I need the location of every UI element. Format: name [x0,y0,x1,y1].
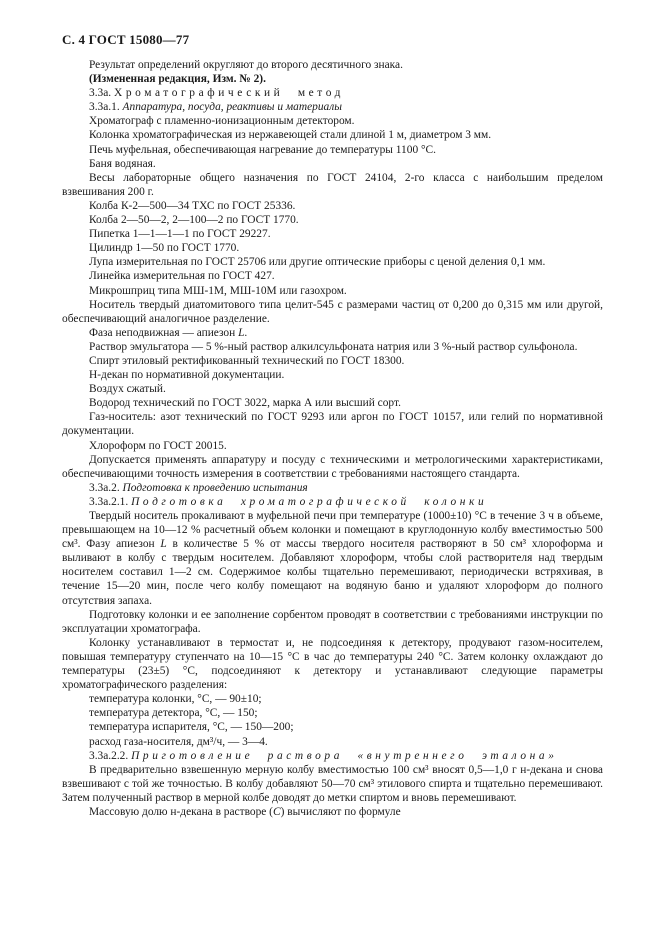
paragraph: Результат определений округляют до второго десятичного знака. [89,59,403,71]
list-item: Баня водяная. [89,157,156,170]
parameter-item: температура колонки, °С, — 90±10; [89,693,262,706]
parameter-item: температура детектора, °С, — 150; [89,707,258,720]
text-run: Массовую долю н-декана в растворе ( [89,805,273,818]
list-item: Колонка хроматографическая из нержавеющей стали длиной 1 м, диаметром 3 мм. [89,129,492,142]
paragraph: Подготовку колонки и ее заполнение сорбентом проводят в соответствии с требованиями инструкции по эксплуатации хроматографа. [62,608,603,635]
list-item: Линейка измерительная по ГОСТ 427. [89,270,275,283]
text-run: Фаза неподвижная — апиезон [89,326,239,339]
list-item: Пипетка 1—1—1—1 по ГОСТ 29227. [89,228,271,241]
list-item: Цилиндр 1—50 по ГОСТ 1770. [89,242,240,255]
subsection-heading [62,749,603,763]
subsection-heading [62,481,603,495]
document-body [62,58,603,819]
text-run: в количестве 5 % от массы твердого носителя растворяют в 50 см³ хлороформа и выливают в колбу с твердым носителем. Добавляют хлороформ, чтобы слой растворителя над твердым носителем составил 1—2 см. Содержимое колбы тщательно перемешивают, периодически встряхивая, в течение 15—20 мин, после чего колбу помещают на водяную баню и удаляют хлороформ до полного отсутствия запаха. [62,538,603,607]
subsection-heading [62,495,603,509]
paragraph [62,509,603,608]
text-run: Твердый носитель прокаливают в муфельной печи при температуре (1000±10) °С в течение 3 ч в объеме, превышающем на 10—12 % расчетный объем колонки и помещают в круглодонную колбу вместимостью 500 см³. Фазу апиезон [62,510,603,551]
amendment-note: (Измененная редакция, Изм. № 2). [89,73,266,86]
subsection-number: 3.3а.1. [89,101,120,114]
list-item: Н-декан по нормативной документации. [89,369,285,382]
list-item: Лупа измерительная по ГОСТ 25706 или другие оптические приборы с ценой деления 0,1 мм. [89,256,546,269]
paragraph: Допускается применять аппаратуру и посуду с техническими и метрологическими характеристиками, обеспечивающими точность измерения в соответствии с требованиями настоящего стандарта. [62,453,603,480]
text-run: ) вычисляют по формуле [280,805,401,818]
subsection-number: 3.3а.2.1. [89,495,129,508]
subsection-title: Подготовка к проведению испытания [122,481,308,494]
paragraph [62,805,603,819]
section-heading [62,86,603,100]
subsection-heading [62,100,603,114]
subsection-number: 3.3а.2.2. [89,749,129,762]
paragraph: В предварительно взвешенную мерную колбу вместимостью 100 см³ вносят 0,5—1,0 г н-декана и снова взвешивают с той же точностью. В колбу добавляют 50—70 см³ этилового спирта и тщательно перемешивают. Затем полученный раствор в мерной колбе доводят до метки спиртом и вновь перемешивают. [62,763,603,804]
parameter-item: расход газа-носителя, дм³/ч, — 3—4. [89,735,268,748]
section-title: Хроматографический метод [114,87,345,100]
subsection-title: Аппаратура, посуда, реактивы и материалы [122,101,342,114]
text-run: . [244,326,248,339]
list-item: Весы лабораторные общего назначения по ГОСТ 24104, 2-го класса с наибольшим пределом взвешивания 200 г. [62,171,603,198]
list-item: Раствор эмульгатора — 5 %-ный раствор алкилсульфоната натрия или 3 %-ный раствор сульфонола. [89,340,578,353]
parameter-list [62,692,603,748]
section-number: 3.3а. [89,87,112,100]
list-item: Печь муфельная, обеспечивающая нагревание до температуры 1100 °С. [89,143,436,156]
paragraph: Колонку устанавливают в термостат и, не подсоединяя к детектору, продувают газом-носителем, повышая температуру ступенчато на 10—15 °С в час до температуры 240 °С. Затем колонку охлаждают до температуры (23±5) °С, подсоединяют к детектору и устанавливают следующие параметры хроматографического разделения: [62,636,603,692]
subsection-number: 3.3а.2. [89,481,120,494]
list-item: Водород технический по ГОСТ 3022, марка А или высший сорт. [89,397,401,410]
list-item: Носитель твердый диатомитового типа целит-545 с размерами частиц от 0,200 до 0,315 мм или другой, обеспечивающий аналогичное разделение. [62,298,603,325]
italic-symbol: L [238,326,245,339]
list-item: Газ-носитель: азот технический по ГОСТ 9293 или аргон по ГОСТ 10157, или гелий по нормативной документации. [62,411,603,438]
list-item: Воздух сжатый. [89,383,166,396]
list-item: Микрошприц типа МШ-1М, МШ-10М или газохром. [89,284,347,297]
list-item: Хлороформ по ГОСТ 20015. [89,439,227,452]
list-item: Колба 2—50—2, 2—100—2 по ГОСТ 1770. [89,214,299,227]
list-item [62,326,603,340]
list-item: Колба К-2—500—34 ТХС по ГОСТ 25336. [89,199,296,212]
parameter-item: температура испарителя, °С, — 150—200; [89,721,294,734]
subsection-title: Приготовление раствора «внутреннего эталона» [131,749,558,762]
page-header: С. 4 ГОСТ 15080—77 [62,32,190,47]
list-item: Спирт этиловый ректификованный технический по ГОСТ 18300. [89,354,405,367]
italic-symbol: L [160,538,167,551]
list-item: Хроматограф с пламенно-ионизационным детектором. [89,115,355,128]
italic-symbol: С [272,805,281,818]
subsection-title: Подготовка хроматографической колонки [131,495,488,508]
